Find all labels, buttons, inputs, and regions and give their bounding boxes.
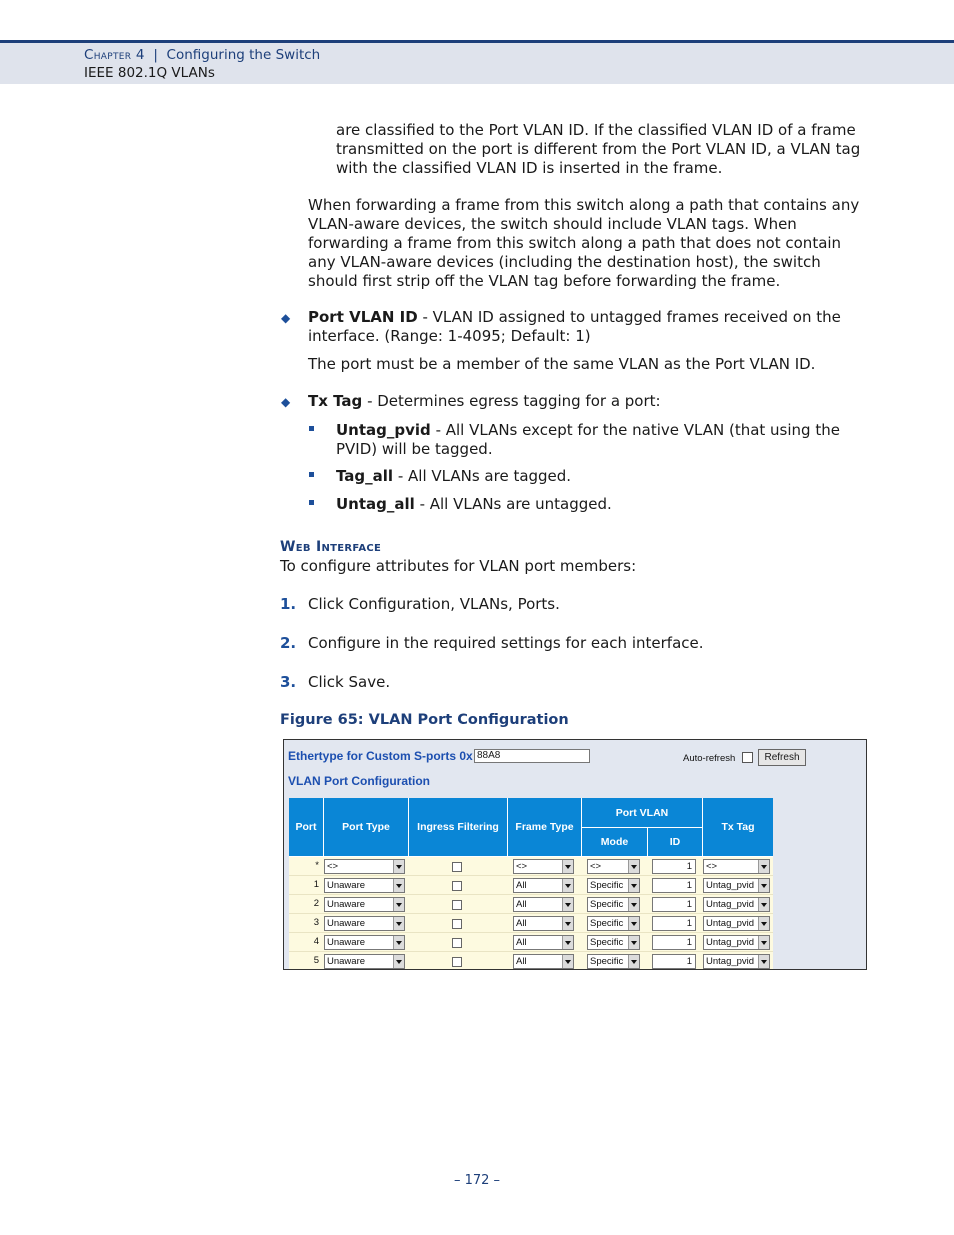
pvid-input[interactable]: 1 xyxy=(652,878,696,893)
dropdown-arrow-icon xyxy=(393,860,404,873)
pvid-input[interactable]: 1 xyxy=(652,935,696,950)
dropdown-arrow-icon xyxy=(758,898,769,911)
pvid-input[interactable]: 1 xyxy=(652,859,696,874)
desc-untag-pvid: - All VLANs except for the native VLAN (that using the PVID) will be tagged. xyxy=(336,421,840,458)
port-type-value: Unaware xyxy=(327,956,366,967)
tx-tag-value: Untag_pvid xyxy=(706,918,755,929)
dropdown-arrow-icon xyxy=(393,898,404,911)
frame-type-value: <> xyxy=(516,861,528,872)
dropdown-arrow-icon xyxy=(758,936,769,949)
dropdown-arrow-icon xyxy=(562,955,573,968)
header-chapter-line xyxy=(84,47,320,63)
term-tx-tag: Tx Tag xyxy=(308,392,363,410)
step-text: Click Save. xyxy=(308,673,391,691)
term-untag-pvid: Untag_pvid xyxy=(336,421,431,439)
table-row xyxy=(289,914,773,933)
square-bullet-icon xyxy=(309,500,314,505)
dropdown-arrow-icon xyxy=(628,955,639,968)
figure-caption: Figure 65: VLAN Port Configuration xyxy=(280,712,569,728)
col-header-port-vlan: Port VLAN xyxy=(582,798,703,828)
tx-tag-value: Untag_pvid xyxy=(706,937,755,948)
bullet-tx-tag xyxy=(308,392,868,411)
port-type-value: <> xyxy=(327,861,339,872)
port-cell: 2 xyxy=(313,898,319,909)
mode-value: Specific xyxy=(590,956,624,967)
mode-value: <> xyxy=(590,861,602,872)
square-bullet-icon xyxy=(309,426,314,431)
step-number: 1. xyxy=(280,595,297,613)
mode-select[interactable] xyxy=(587,916,640,931)
port-cell: 4 xyxy=(313,936,319,947)
port-type-select[interactable] xyxy=(324,954,405,969)
dropdown-arrow-icon xyxy=(758,860,769,873)
desc-port-vlan-id: - VLAN ID assigned to untagged frames received on the interface. (Range: 1-4095; Default: 1) xyxy=(308,308,841,345)
tx-tag-value: Untag_pvid xyxy=(706,956,755,967)
tx-tag-select[interactable] xyxy=(703,916,770,931)
paragraph-forwarding: When forwarding a frame from this switch along a path that contains any VLAN-aware devices, the switch should include VLAN tags. When forwarding a frame from this switch along a path that does not contain any VLAN-aware devices (including the destination host), the switch should first strip off the VLAN tag before forwarding the frame. xyxy=(308,196,860,290)
page-number: – 172 – xyxy=(453,1173,501,1188)
step-text: Configure in the required settings for each interface. xyxy=(308,634,704,652)
port-type-select[interactable] xyxy=(324,935,405,950)
dropdown-arrow-icon xyxy=(393,879,404,892)
port-type-select[interactable] xyxy=(324,897,405,912)
mode-value: Specific xyxy=(590,899,624,910)
col-header-ingress-filtering: Ingress Filtering xyxy=(409,798,508,857)
table-row xyxy=(289,952,773,970)
tx-tag-select[interactable] xyxy=(703,954,770,969)
auto-refresh-label: Auto-refresh xyxy=(683,753,736,764)
frame-type-select[interactable] xyxy=(513,954,574,969)
term-port-vlan-id: Port VLAN ID xyxy=(308,308,418,326)
port-type-select[interactable] xyxy=(324,878,405,893)
chapter-title: Configuring the Switch xyxy=(166,47,321,63)
port-type-value: Unaware xyxy=(327,918,366,929)
step-number: 2. xyxy=(280,634,297,652)
frame-type-value: All xyxy=(516,918,527,929)
col-header-port-type: Port Type xyxy=(324,798,409,857)
port-cell: * xyxy=(315,860,319,871)
ethertype-input[interactable]: 88A8 xyxy=(474,749,590,763)
col-header-frame-type: Frame Type xyxy=(508,798,582,857)
sub-bullet-untag-all xyxy=(336,495,868,514)
tx-tag-value: Untag_pvid xyxy=(706,880,755,891)
mode-select[interactable] xyxy=(587,897,640,912)
col-header-tx-tag: Tx Tag xyxy=(703,798,773,857)
dropdown-arrow-icon xyxy=(628,860,639,873)
table-row xyxy=(289,895,773,914)
tx-tag-select[interactable] xyxy=(703,878,770,893)
port-type-select[interactable] xyxy=(324,859,405,874)
port-cell: 3 xyxy=(313,917,319,928)
bullet-port-vlan-id xyxy=(308,308,868,346)
frame-type-value: All xyxy=(516,937,527,948)
frame-type-value: All xyxy=(516,899,527,910)
square-bullet-icon xyxy=(309,472,314,477)
tx-tag-value: Untag_pvid xyxy=(706,899,755,910)
term-untag-all: Untag_all xyxy=(336,495,415,513)
pvid-input[interactable]: 1 xyxy=(652,897,696,912)
frame-type-select[interactable] xyxy=(513,916,574,931)
port-cell: 5 xyxy=(313,955,319,966)
dropdown-arrow-icon xyxy=(758,917,769,930)
frame-type-select[interactable] xyxy=(513,878,574,893)
dropdown-arrow-icon xyxy=(393,936,404,949)
paragraph-classified: are classified to the Port VLAN ID. If the classified VLAN ID of a frame transmitted on the port is different from the Port VLAN ID, a VLAN tag with the classified VLAN ID is inserted in the frame. xyxy=(336,121,861,177)
ingress-filtering-checkbox[interactable] xyxy=(452,900,462,910)
port-type-select[interactable] xyxy=(324,916,405,931)
col-header-port: Port xyxy=(289,798,324,857)
sub-bullet-untag-pvid xyxy=(336,421,868,459)
mode-value: Specific xyxy=(590,937,624,948)
mode-value: Specific xyxy=(590,880,624,891)
port-type-value: Unaware xyxy=(327,899,366,910)
tx-tag-select[interactable] xyxy=(703,859,770,874)
vlan-port-config-figure xyxy=(283,739,867,970)
refresh-button[interactable]: Refresh xyxy=(758,749,806,766)
diamond-bullet-icon: ◆ xyxy=(281,395,291,409)
dropdown-arrow-icon xyxy=(562,898,573,911)
mode-value: Specific xyxy=(590,918,624,929)
col-header-mode: Mode xyxy=(582,828,648,857)
desc-untag-all: - All VLANs are untagged. xyxy=(414,495,612,513)
mode-select[interactable] xyxy=(587,878,640,893)
frame-type-select[interactable] xyxy=(513,859,574,874)
web-interface-intro: To configure attributes for VLAN port members: xyxy=(280,557,637,575)
port-cell: 1 xyxy=(313,879,319,890)
web-interface-heading: Web Interface xyxy=(280,539,382,555)
header-section: IEEE 802.1Q VLANs xyxy=(84,65,215,81)
auto-refresh-checkbox[interactable] xyxy=(742,752,753,763)
dropdown-arrow-icon xyxy=(628,917,639,930)
step-number: 3. xyxy=(280,673,297,691)
ingress-filtering-checkbox[interactable] xyxy=(452,881,462,891)
ingress-filtering-checkbox[interactable] xyxy=(452,919,462,929)
table-row xyxy=(289,876,773,895)
port-type-value: Unaware xyxy=(327,937,366,948)
mode-select[interactable] xyxy=(587,859,640,874)
mode-select[interactable] xyxy=(587,954,640,969)
dropdown-arrow-icon xyxy=(758,879,769,892)
dropdown-arrow-icon xyxy=(628,936,639,949)
ingress-filtering-checkbox[interactable] xyxy=(452,938,462,948)
mode-select[interactable] xyxy=(587,935,640,950)
tx-tag-select[interactable] xyxy=(703,897,770,912)
frame-type-select[interactable] xyxy=(513,935,574,950)
header-separator: | xyxy=(153,47,158,63)
frame-type-select[interactable] xyxy=(513,897,574,912)
frame-type-value: All xyxy=(516,880,527,891)
desc-tx-tag: - Determines egress tagging for a port: xyxy=(362,392,661,410)
dropdown-arrow-icon xyxy=(393,917,404,930)
chapter-label: Chapter 4 xyxy=(84,47,145,63)
pvid-input[interactable]: 1 xyxy=(652,916,696,931)
pvid-input[interactable]: 1 xyxy=(652,954,696,969)
table-row xyxy=(289,857,773,876)
vlan-port-config-title: VLAN Port Configuration xyxy=(288,774,430,788)
dropdown-arrow-icon xyxy=(562,860,573,873)
tx-tag-select[interactable] xyxy=(703,935,770,950)
tx-tag-value: <> xyxy=(706,861,718,872)
note-port-vlan-id: The port must be a member of the same VLAN as the Port VLAN ID. xyxy=(308,355,816,373)
ingress-filtering-checkbox[interactable] xyxy=(452,862,462,872)
port-type-value: Unaware xyxy=(327,880,366,891)
sub-bullet-tag-all xyxy=(336,467,868,486)
dropdown-arrow-icon xyxy=(562,936,573,949)
dropdown-arrow-icon xyxy=(393,955,404,968)
frame-type-value: All xyxy=(516,956,527,967)
col-header-id: ID xyxy=(648,828,703,857)
dropdown-arrow-icon xyxy=(628,879,639,892)
page-header xyxy=(0,40,954,84)
step-text: Click Configuration, VLANs, Ports. xyxy=(308,595,560,613)
ethertype-label: Ethertype for Custom S-ports 0x xyxy=(288,749,473,763)
dropdown-arrow-icon xyxy=(628,898,639,911)
term-tag-all: Tag_all xyxy=(336,467,394,485)
ingress-filtering-checkbox[interactable] xyxy=(452,957,462,967)
dropdown-arrow-icon xyxy=(562,917,573,930)
dropdown-arrow-icon xyxy=(562,879,573,892)
diamond-bullet-icon: ◆ xyxy=(281,311,291,325)
desc-tag-all: - All VLANs are tagged. xyxy=(393,467,572,485)
table-row xyxy=(289,933,773,952)
dropdown-arrow-icon xyxy=(758,955,769,968)
